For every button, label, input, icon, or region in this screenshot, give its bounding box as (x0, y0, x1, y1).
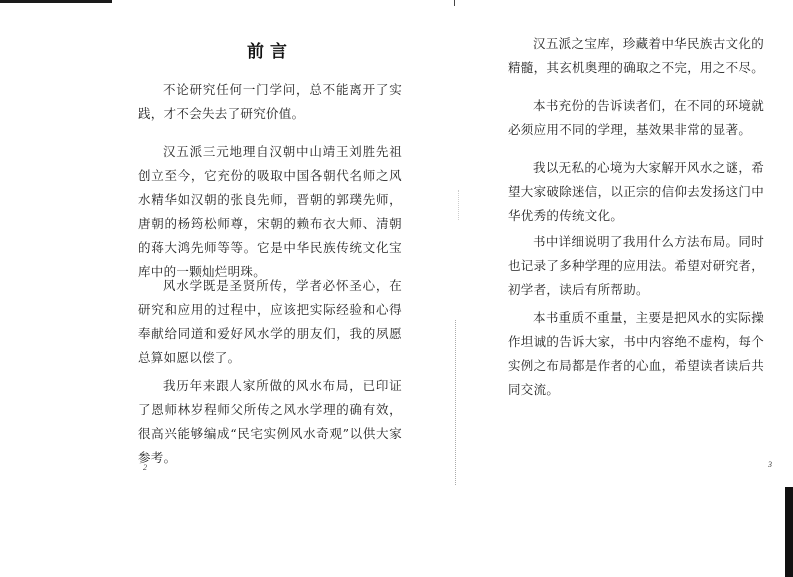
left-paragraph-4: 我历年来跟人家所做的风水布局，已印证了恩师林岁程师父所传之风水学理的确有效，很高兴能够编成“民宅实例风水奇观”以供大家参考。 (138, 378, 402, 465)
left-paragraph-3: 风水学既是圣贤所传，学者必怀圣心，在研究和应用的过程中，应该把实际经验和心得奉献给同道和爱好风水学的朋友们，我的夙愿总算如愿以偿了。 (138, 278, 402, 365)
page-title: 前言 (247, 42, 293, 62)
page-number-right: 3 (768, 460, 772, 469)
scan-edge-right (785, 487, 793, 577)
left-paragraph-2: 汉五派三元地理自汉朝中山靖王刘胜先祖创立至今，它充份的吸取中国各朝代名师之风水精华如汉朝的张良先师，晋朝的郭璞先师，唐朝的杨筠松师尊，宋朝的赖布衣大师、清朝的蒋大鸿先师等等。它是中华民族传统文化宝库中的一颗灿烂明珠。 (138, 144, 402, 279)
right-paragraph-1: 汉五派之宝库，珍藏着中华民族古文化的精髓，其玄机奥理的确取之不完，用之不尽。 (508, 36, 765, 75)
left-paragraph-1: 不论研究任何一门学问，总不能离开了实践，才不会失去了研究价值。 (138, 82, 402, 121)
right-paragraph-2: 本书充份的告诉读者们，在不同的环境就必须应用不同的学理，基效果非常的显著。 (508, 98, 764, 137)
page-gutter (455, 320, 457, 485)
right-paragraph-4: 书中详细说明了我用什么方法布局。同时也记录了多种学理的应用法。希望对研究者，初学者，读后有所帮助。 (508, 234, 765, 297)
right-paragraph-3: 我以无私的心境为大家解开风水之谜，希望大家破除迷信，以正宗的信仰去发扬这门中华优秀的传统文化。 (508, 160, 765, 223)
scan-edge-top (0, 0, 112, 3)
scan-tick-top (454, 0, 455, 6)
page-number-left: 2 (143, 463, 147, 472)
right-paragraph-5: 本书重质不重量，主要是把风水的实际操作坦诚的告诉大家，书中内容绝不虚构，每个实例之布局都是作者的心血，希望读者读后共同交流。 (508, 310, 765, 397)
gutter-marks-upper (458, 190, 460, 220)
